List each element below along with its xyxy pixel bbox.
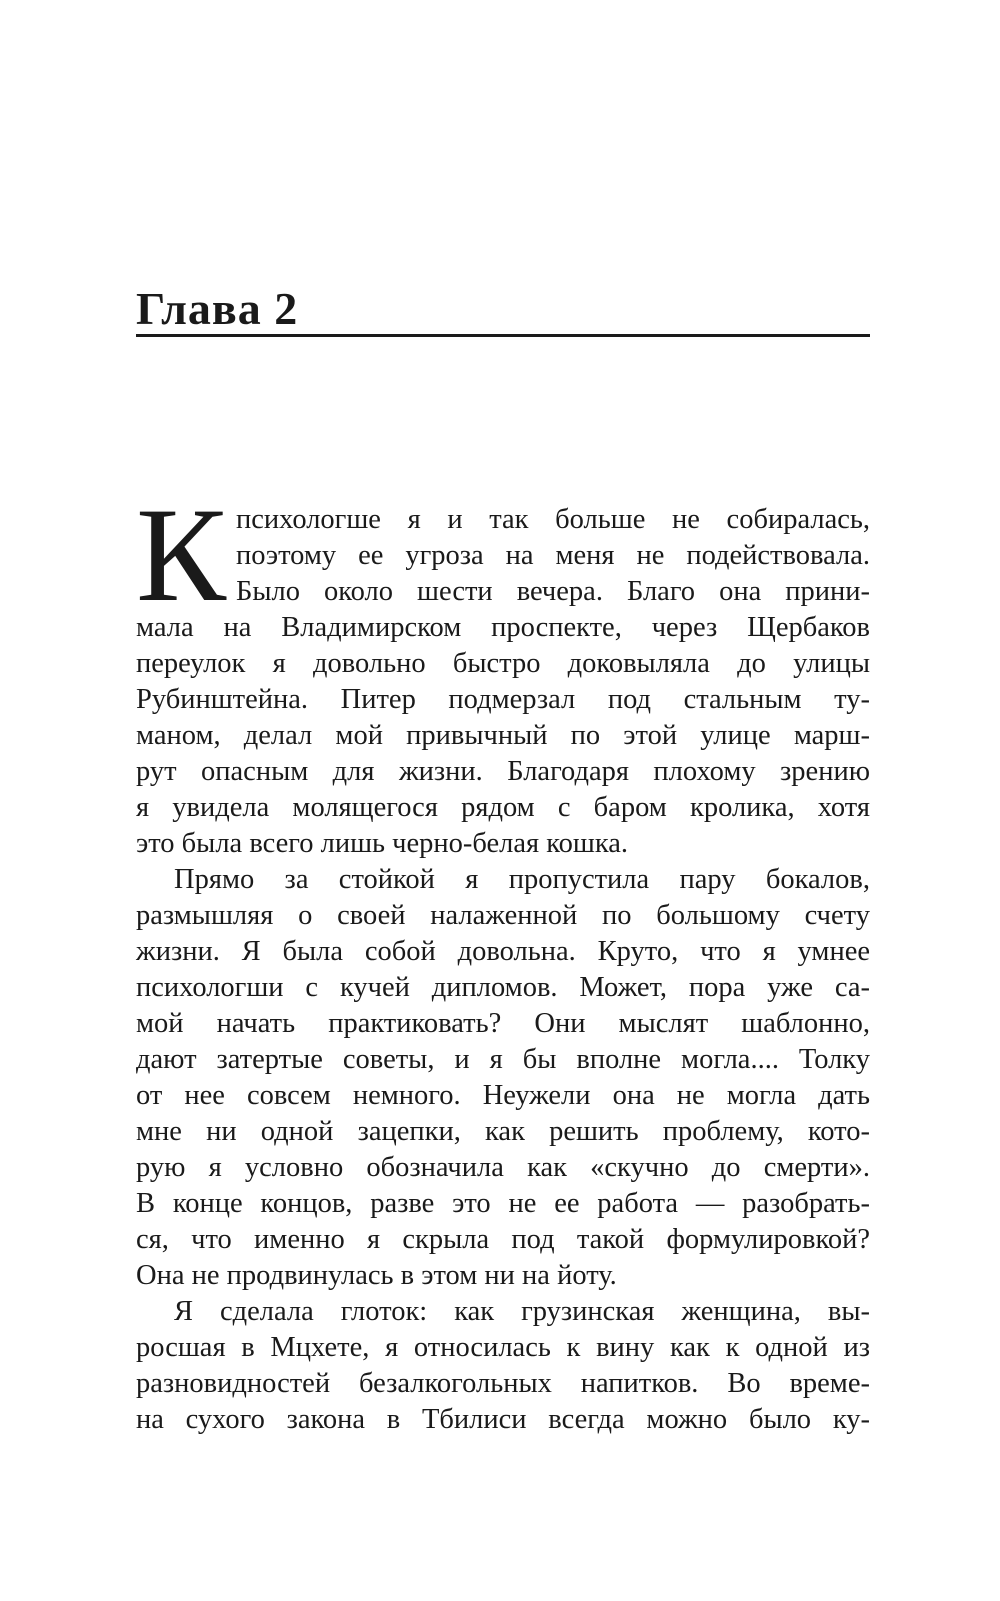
text-line: росшая в Мцхете, я относилась к вину как к одной из	[136, 1332, 870, 1363]
text-line: это была всего лишь черно-белая кошка.	[136, 828, 629, 859]
body-text	[136, 481, 870, 1438]
text-line: В конце концов, разве это не ее работа — разобрать-	[136, 1188, 870, 1219]
text-line: мала на Владимирском проспекте, через Щербаков	[136, 612, 870, 643]
text-line: от нее совсем немного. Неужели она не могла дать	[136, 1080, 870, 1111]
text-line: Она не продвинулась в этом ни на йоту.	[136, 1260, 617, 1291]
text-line: разновидностей безалкогольных напитков. Во време-	[136, 1368, 870, 1399]
text-line: на сухого закона в Тбилиси всегда можно было ку-	[136, 1404, 870, 1435]
text-line: Рубинштейна. Питер подмерзал под стальным ту-	[136, 684, 870, 715]
chapter-title: Глава 2	[136, 283, 299, 334]
text-line: жизни. Я была собой довольна. Круто, что я умнее	[136, 936, 870, 967]
text-line: рую я условно обозначила как «скучно до смерти».	[136, 1152, 870, 1183]
text-line: психологше я и так больше не собиралась,	[236, 504, 870, 535]
text-line: ся, что именно я скрыла под такой формулировкой?	[136, 1224, 870, 1255]
text-line: размышляя о своей налаженной по большому счету	[136, 900, 870, 931]
text-line: поэтому ее угроза на меня не подействовала.	[236, 540, 870, 571]
text-line: психологши с кучей дипломов. Может, пора уже са-	[136, 972, 870, 1003]
text-line: Прямо за стойкой я пропустила пару бокалов,	[174, 864, 870, 895]
text-line: Было около шести вечера. Благо она прини-	[236, 576, 870, 607]
text-line: переулок я довольно быстро доковыляла до улицы	[136, 648, 870, 679]
text-line: я увидела молящегося рядом с баром кролика, хотя	[136, 792, 870, 823]
text-line: маном, делал мой привычный по этой улице марш-	[136, 720, 870, 751]
text-line: Я сделала глоток: как грузинская женщина, вы-	[174, 1296, 870, 1327]
chapter-rule	[136, 334, 870, 337]
text-line: мой начать практиковать? Они мыслят шаблонно,	[136, 1008, 870, 1039]
drop-cap: К	[136, 481, 227, 630]
text-line: дают затертые советы, и я бы вполне могла.... Толку	[136, 1044, 870, 1075]
text-line: мне ни одной зацепки, как решить проблему, кото-	[136, 1116, 870, 1147]
text-line: рут опасным для жизни. Благодаря плохому зрению	[136, 756, 870, 787]
